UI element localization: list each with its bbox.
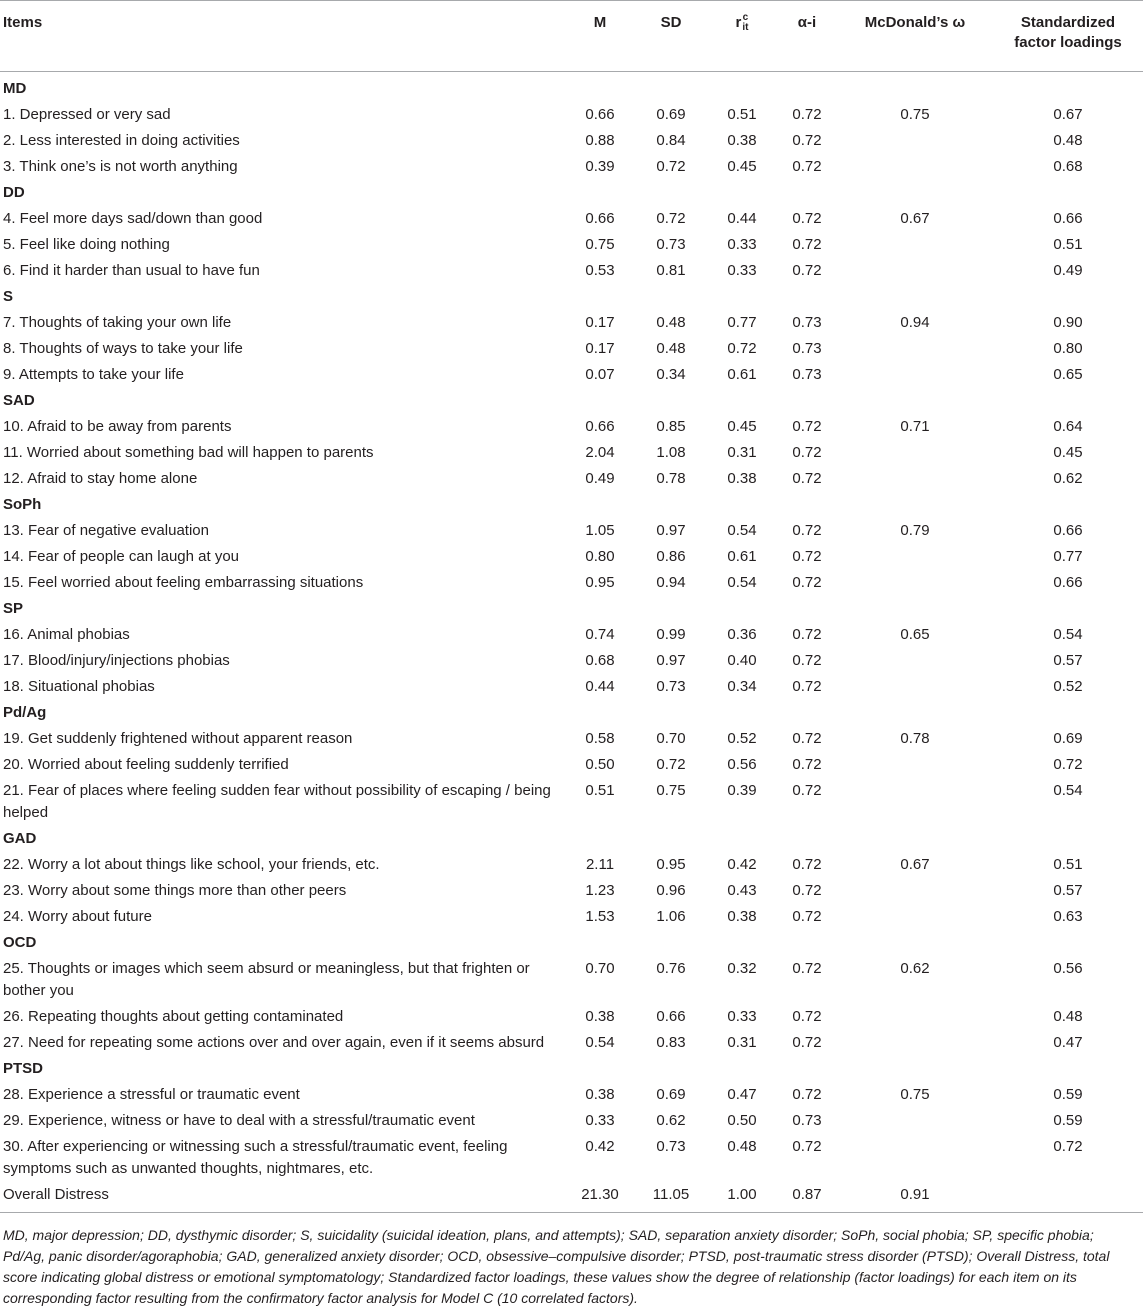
mean-cell: 2.04	[585, 444, 615, 461]
omega-cell	[837, 904, 993, 930]
omega-cell: 0.65	[900, 626, 930, 643]
loading-cell: 0.49	[1053, 262, 1083, 279]
alpha-i-cell: 0.72	[792, 782, 822, 799]
rit-cell: 0.45	[727, 158, 757, 175]
rit-cell: 0.45	[727, 418, 757, 435]
group-row	[0, 930, 1143, 956]
overall-rit-cell: 1.00	[727, 1186, 757, 1203]
mean-cell: 0.38	[585, 1086, 615, 1103]
item-cell: 21. Fear of places where feeling sudden fear without possibility of escaping / being helped	[3, 782, 551, 821]
alpha-i-cell: 0.73	[792, 340, 822, 357]
rit-cell: 0.50	[727, 1112, 757, 1129]
mean-cell: 1.53	[585, 908, 615, 925]
omega-cell	[837, 1004, 993, 1030]
header-m: M	[593, 14, 607, 31]
item-cell: 7. Thoughts of taking your own life	[3, 314, 232, 331]
item-cell: 6. Find it harder than usual to have fun	[3, 262, 260, 279]
rit-cell: 0.33	[727, 236, 757, 253]
omega-cell	[837, 570, 993, 596]
loading-cell: 0.47	[1053, 1034, 1083, 1051]
table-row	[0, 154, 1143, 180]
table-row	[0, 570, 1143, 596]
sd-cell: 0.76	[656, 960, 686, 977]
loading-cell: 0.69	[1053, 730, 1083, 747]
table-row	[0, 648, 1143, 674]
overall-omega-cell: 0.91	[900, 1186, 930, 1203]
mean-cell: 0.53	[585, 262, 615, 279]
omega-cell: 0.71	[900, 418, 930, 435]
group-row	[0, 826, 1143, 852]
rit-cell: 0.38	[727, 470, 757, 487]
rit-cell: 0.47	[727, 1086, 757, 1103]
rit-cell: 0.72	[727, 340, 757, 357]
table-row	[0, 878, 1143, 904]
item-cell: 2. Less interested in doing activities	[3, 132, 240, 149]
item-cell: 12. Afraid to stay home alone	[3, 470, 198, 487]
alpha-i-cell: 0.73	[792, 314, 822, 331]
mean-cell: 0.17	[585, 340, 615, 357]
item-cell: 14. Fear of people can laugh at you	[3, 548, 240, 565]
omega-cell	[837, 362, 993, 388]
item-cell: 26. Repeating thoughts about getting contaminated	[3, 1008, 344, 1025]
table-row	[0, 466, 1143, 492]
sd-cell: 0.75	[656, 782, 686, 799]
loading-cell: 0.56	[1053, 960, 1083, 977]
sd-cell: 0.66	[656, 1008, 686, 1025]
rit-cell: 0.51	[727, 106, 757, 123]
loading-cell: 0.77	[1053, 548, 1083, 565]
mean-cell: 1.05	[585, 522, 615, 539]
table-row	[0, 310, 1143, 336]
table-row	[0, 128, 1143, 154]
mean-cell: 0.75	[585, 236, 615, 253]
table-row	[0, 852, 1143, 878]
alpha-i-cell: 0.72	[792, 522, 822, 539]
loading-cell: 0.51	[1053, 856, 1083, 873]
alpha-i-cell: 0.72	[792, 856, 822, 873]
sd-cell: 0.97	[656, 522, 686, 539]
group-label: GAD	[3, 830, 37, 847]
rit-cell: 0.33	[727, 262, 757, 279]
omega-cell: 0.78	[900, 730, 930, 747]
item-cell: 25. Thoughts or images which seem absurd or meaningless, but that frighten or bother you	[3, 960, 530, 999]
group-row	[0, 180, 1143, 206]
header-omega: McDonald’s ω	[864, 14, 966, 31]
alpha-i-cell: 0.72	[792, 882, 822, 899]
table-row	[0, 258, 1143, 284]
rit-cell: 0.43	[727, 882, 757, 899]
item-cell: 22. Worry a lot about things like school, your friends, etc.	[3, 856, 380, 873]
overall-loading-cell	[993, 1182, 1143, 1213]
item-cell: 20. Worried about feeling suddenly terrified	[3, 756, 289, 773]
rit-cell: 0.40	[727, 652, 757, 669]
rit-cell: 0.31	[727, 1034, 757, 1051]
group-row	[0, 76, 1143, 102]
loading-cell: 0.65	[1053, 366, 1083, 383]
rit-cell: 0.34	[727, 678, 757, 695]
omega-cell	[837, 778, 993, 826]
sd-cell: 0.85	[656, 418, 686, 435]
group-label: PTSD	[3, 1060, 44, 1077]
item-cell: 18. Situational phobias	[3, 678, 155, 695]
omega-cell	[837, 544, 993, 570]
rit-cell: 0.33	[727, 1008, 757, 1025]
table-row	[0, 778, 1143, 826]
header-rit-sup: c	[742, 12, 749, 24]
table-row	[0, 544, 1143, 570]
mean-cell: 0.80	[585, 548, 615, 565]
header-rit	[707, 1, 777, 72]
table-row	[0, 414, 1143, 440]
alpha-i-cell: 0.72	[792, 158, 822, 175]
sd-cell: 0.73	[656, 1138, 686, 1155]
rit-cell: 0.77	[727, 314, 757, 331]
omega-cell: 0.94	[900, 314, 930, 331]
mean-cell: 2.11	[585, 856, 615, 873]
mean-cell: 0.88	[585, 132, 615, 149]
sd-cell: 0.96	[656, 882, 686, 899]
table-row	[0, 904, 1143, 930]
table-row	[0, 1004, 1143, 1030]
alpha-i-cell: 0.72	[792, 236, 822, 253]
group-row	[0, 284, 1143, 310]
mean-cell: 0.74	[585, 626, 615, 643]
sd-cell: 1.08	[656, 444, 686, 461]
rit-cell: 0.56	[727, 756, 757, 773]
loading-cell: 0.67	[1053, 106, 1083, 123]
loading-cell: 0.57	[1053, 882, 1083, 899]
table-row	[0, 1134, 1143, 1182]
omega-cell: 0.79	[900, 522, 930, 539]
alpha-i-cell: 0.72	[792, 908, 822, 925]
sd-cell: 0.99	[656, 626, 686, 643]
table-header	[0, 1, 1143, 72]
item-cell: 1. Depressed or very sad	[3, 106, 171, 123]
mean-cell: 0.66	[585, 106, 615, 123]
alpha-i-cell: 0.72	[792, 262, 822, 279]
rit-cell: 0.38	[727, 908, 757, 925]
loading-cell: 0.90	[1053, 314, 1083, 331]
loading-cell: 0.68	[1053, 158, 1083, 175]
mean-cell: 0.07	[585, 366, 615, 383]
item-cell: 9. Attempts to take your life	[3, 366, 184, 383]
group-row	[0, 1056, 1143, 1082]
alpha-i-cell: 0.72	[792, 1086, 822, 1103]
omega-cell	[837, 154, 993, 180]
item-cell: 23. Worry about some things more than other peers	[3, 882, 347, 899]
mean-cell: 1.23	[585, 882, 615, 899]
rit-cell: 0.54	[727, 574, 757, 591]
rit-cell: 0.32	[727, 960, 757, 977]
table-row	[0, 1108, 1143, 1134]
table-footnote: MD, major depression; DD, dysthymic disorder; S, suicidality (suicidal ideation, plans, and attempts); SAD, separation anxiety disorder; SoPh, social phobia; SP, specific phobia; Pd/Ag, panic disorder/agoraphobia; GAD, generalized anxiety disorder; OCD, obsessive–compulsive disorder; PTSD, post-traumatic stress disorder (PTSD); Overall Distress, total score indicating global distress or emotional symptomatology; Standardized factor loadings, these values show the degree of relationship (factor loadings) for each item on its corresponding factor resulting from the confirmatory factor analysis for Model C (10 correlated factors).	[3, 1227, 1110, 1306]
loading-cell: 0.80	[1053, 340, 1083, 357]
sd-cell: 1.06	[656, 908, 686, 925]
mean-cell: 0.66	[585, 210, 615, 227]
alpha-i-cell: 0.72	[792, 1138, 822, 1155]
item-cell: 4. Feel more days sad/down than good	[3, 210, 263, 227]
loading-cell: 0.59	[1053, 1086, 1083, 1103]
item-cell: 24. Worry about future	[3, 908, 152, 925]
loading-cell: 0.57	[1053, 652, 1083, 669]
group-label: SAD	[3, 392, 35, 409]
loading-cell: 0.51	[1053, 236, 1083, 253]
omega-cell	[837, 232, 993, 258]
omega-cell	[837, 1030, 993, 1056]
header-loadings-line2: factor loadings	[1014, 34, 1122, 51]
overall-mean-cell: 21.30	[581, 1186, 619, 1203]
loading-cell: 0.45	[1053, 444, 1083, 461]
sd-cell: 0.95	[656, 856, 686, 873]
item-cell: 17. Blood/injury/injections phobias	[3, 652, 230, 669]
rit-cell: 0.61	[727, 366, 757, 383]
sd-cell: 0.73	[656, 678, 686, 695]
sd-cell: 0.48	[656, 340, 686, 357]
overall-sd-cell: 11.05	[652, 1186, 690, 1203]
group-label: DD	[3, 184, 25, 201]
alpha-i-cell: 0.72	[792, 730, 822, 747]
omega-cell: 0.75	[900, 1086, 930, 1103]
omega-cell: 0.67	[900, 856, 930, 873]
sd-cell: 0.86	[656, 548, 686, 565]
table-row	[0, 440, 1143, 466]
loading-cell: 0.66	[1053, 210, 1083, 227]
alpha-i-cell: 0.72	[792, 960, 822, 977]
table-row	[0, 726, 1143, 752]
sd-cell: 0.97	[656, 652, 686, 669]
mean-cell: 0.39	[585, 158, 615, 175]
item-cell: 13. Fear of negative evaluation	[3, 522, 209, 539]
loading-cell: 0.54	[1053, 626, 1083, 643]
alpha-i-cell: 0.72	[792, 652, 822, 669]
mean-cell: 0.44	[585, 678, 615, 695]
header-alpha-i: α-i	[797, 14, 817, 31]
item-cell: 3. Think one’s is not worth anything	[3, 158, 238, 175]
group-row	[0, 492, 1143, 518]
sd-cell: 0.81	[656, 262, 686, 279]
group-row	[0, 700, 1143, 726]
alpha-i-cell: 0.72	[792, 548, 822, 565]
omega-cell: 0.67	[900, 210, 930, 227]
mean-cell: 0.49	[585, 470, 615, 487]
item-cell: 27. Need for repeating some actions over and over again, even if it seems absurd	[3, 1034, 545, 1051]
omega-cell	[837, 648, 993, 674]
group-label: Pd/Ag	[3, 704, 47, 721]
mean-cell: 0.68	[585, 652, 615, 669]
group-label: SoPh	[3, 496, 42, 513]
omega-cell	[837, 128, 993, 154]
table-row	[0, 336, 1143, 362]
table-row	[0, 232, 1143, 258]
table-row	[0, 518, 1143, 544]
alpha-i-cell: 0.72	[792, 210, 822, 227]
loading-cell: 0.48	[1053, 132, 1083, 149]
alpha-i-cell: 0.72	[792, 444, 822, 461]
table-row	[0, 206, 1143, 232]
overall-row	[0, 1182, 1143, 1213]
header-items: Items	[3, 14, 43, 31]
mean-cell: 0.50	[585, 756, 615, 773]
alpha-i-cell: 0.73	[792, 366, 822, 383]
table-row	[0, 622, 1143, 648]
omega-cell: 0.62	[900, 960, 930, 977]
sd-cell: 0.72	[656, 210, 686, 227]
group-label: SP	[3, 600, 24, 617]
item-cell: 15. Feel worried about feeling embarrassing situations	[3, 574, 364, 591]
group-label: S	[3, 288, 14, 305]
omega-cell	[837, 258, 993, 284]
table-row	[0, 1030, 1143, 1056]
item-cell: 29. Experience, witness or have to deal with a stressful/traumatic event	[3, 1112, 475, 1129]
item-cell: 19. Get suddenly frightened without apparent reason	[3, 730, 353, 747]
group-row	[0, 596, 1143, 622]
loading-cell: 0.63	[1053, 908, 1083, 925]
header-sd: SD	[660, 14, 682, 31]
alpha-i-cell: 0.72	[792, 1034, 822, 1051]
sd-cell: 0.69	[656, 1086, 686, 1103]
item-cell: 8. Thoughts of ways to take your life	[3, 340, 243, 357]
overall-alpha-i-cell: 0.87	[792, 1186, 822, 1203]
loading-cell: 0.66	[1053, 574, 1083, 591]
alpha-i-cell: 0.72	[792, 626, 822, 643]
loading-cell: 0.66	[1053, 522, 1083, 539]
group-label: MD	[3, 80, 27, 97]
alpha-i-cell: 0.72	[792, 132, 822, 149]
item-cell: 30. After experiencing or witnessing such a stressful/traumatic event, feeling symptoms such as unwanted thoughts, nightmares, etc.	[3, 1138, 508, 1177]
sd-cell: 0.94	[656, 574, 686, 591]
alpha-i-cell: 0.72	[792, 756, 822, 773]
table-body	[0, 72, 1143, 1213]
mean-cell: 0.95	[585, 574, 615, 591]
omega-cell	[837, 674, 993, 700]
header-rit-sub: it	[742, 22, 749, 34]
sd-cell: 0.69	[656, 106, 686, 123]
item-cell: 11. Worried about something bad will happen to parents	[3, 444, 374, 461]
rit-cell: 0.61	[727, 548, 757, 565]
rit-cell: 0.48	[727, 1138, 757, 1155]
mean-cell: 0.51	[585, 782, 615, 799]
loading-cell: 0.64	[1053, 418, 1083, 435]
omega-cell	[837, 878, 993, 904]
mean-cell: 0.70	[585, 960, 615, 977]
rit-cell: 0.31	[727, 444, 757, 461]
rit-cell: 0.54	[727, 522, 757, 539]
item-cell: 5. Feel like doing nothing	[3, 236, 170, 253]
table-row	[0, 956, 1143, 1004]
sd-cell: 0.34	[656, 366, 686, 383]
item-cell: 10. Afraid to be away from parents	[3, 418, 232, 435]
sd-cell: 0.70	[656, 730, 686, 747]
header-rit-base: r	[735, 14, 742, 31]
loading-cell: 0.52	[1053, 678, 1083, 695]
mean-cell: 0.66	[585, 418, 615, 435]
mean-cell: 0.33	[585, 1112, 615, 1129]
alpha-i-cell: 0.72	[792, 106, 822, 123]
omega-cell	[837, 1108, 993, 1134]
omega-cell	[837, 1134, 993, 1182]
mean-cell: 0.54	[585, 1034, 615, 1051]
rit-cell: 0.36	[727, 626, 757, 643]
alpha-i-cell: 0.72	[792, 418, 822, 435]
header-loadings	[993, 1, 1143, 72]
mean-cell: 0.38	[585, 1008, 615, 1025]
rit-cell: 0.44	[727, 210, 757, 227]
sd-cell: 0.72	[656, 756, 686, 773]
table-row	[0, 674, 1143, 700]
overall-item-cell: Overall Distress	[3, 1186, 109, 1203]
sd-cell: 0.62	[656, 1112, 686, 1129]
alpha-i-cell: 0.72	[792, 470, 822, 487]
omega-cell	[837, 466, 993, 492]
loading-cell: 0.59	[1053, 1112, 1083, 1129]
loading-cell: 0.72	[1053, 1138, 1083, 1155]
omega-cell	[837, 752, 993, 778]
sd-cell: 0.78	[656, 470, 686, 487]
table-row	[0, 1082, 1143, 1108]
table-row	[0, 752, 1143, 778]
sd-cell: 0.48	[656, 314, 686, 331]
alpha-i-cell: 0.73	[792, 1112, 822, 1129]
omega-cell	[837, 336, 993, 362]
sd-cell: 0.72	[656, 158, 686, 175]
table-row	[0, 362, 1143, 388]
omega-cell	[837, 440, 993, 466]
loading-cell: 0.62	[1053, 470, 1083, 487]
loading-cell: 0.72	[1053, 756, 1083, 773]
omega-cell: 0.75	[900, 106, 930, 123]
alpha-i-cell: 0.72	[792, 1008, 822, 1025]
sd-cell: 0.84	[656, 132, 686, 149]
sd-cell: 0.83	[656, 1034, 686, 1051]
table-row	[0, 102, 1143, 128]
loading-cell: 0.54	[1053, 782, 1083, 799]
rit-cell: 0.42	[727, 856, 757, 873]
alpha-i-cell: 0.72	[792, 678, 822, 695]
sd-cell: 0.73	[656, 236, 686, 253]
loading-cell: 0.48	[1053, 1008, 1083, 1025]
group-row	[0, 388, 1143, 414]
rit-cell: 0.39	[727, 782, 757, 799]
item-cell: 28. Experience a stressful or traumatic event	[3, 1086, 300, 1103]
alpha-i-cell: 0.72	[792, 574, 822, 591]
rit-cell: 0.52	[727, 730, 757, 747]
rit-cell: 0.38	[727, 132, 757, 149]
group-label: OCD	[3, 934, 37, 951]
mean-cell: 0.42	[585, 1138, 615, 1155]
item-cell: 16. Animal phobias	[3, 626, 130, 643]
mean-cell: 0.58	[585, 730, 615, 747]
mean-cell: 0.17	[585, 314, 615, 331]
header-loadings-line1: Standardized	[1020, 14, 1116, 31]
